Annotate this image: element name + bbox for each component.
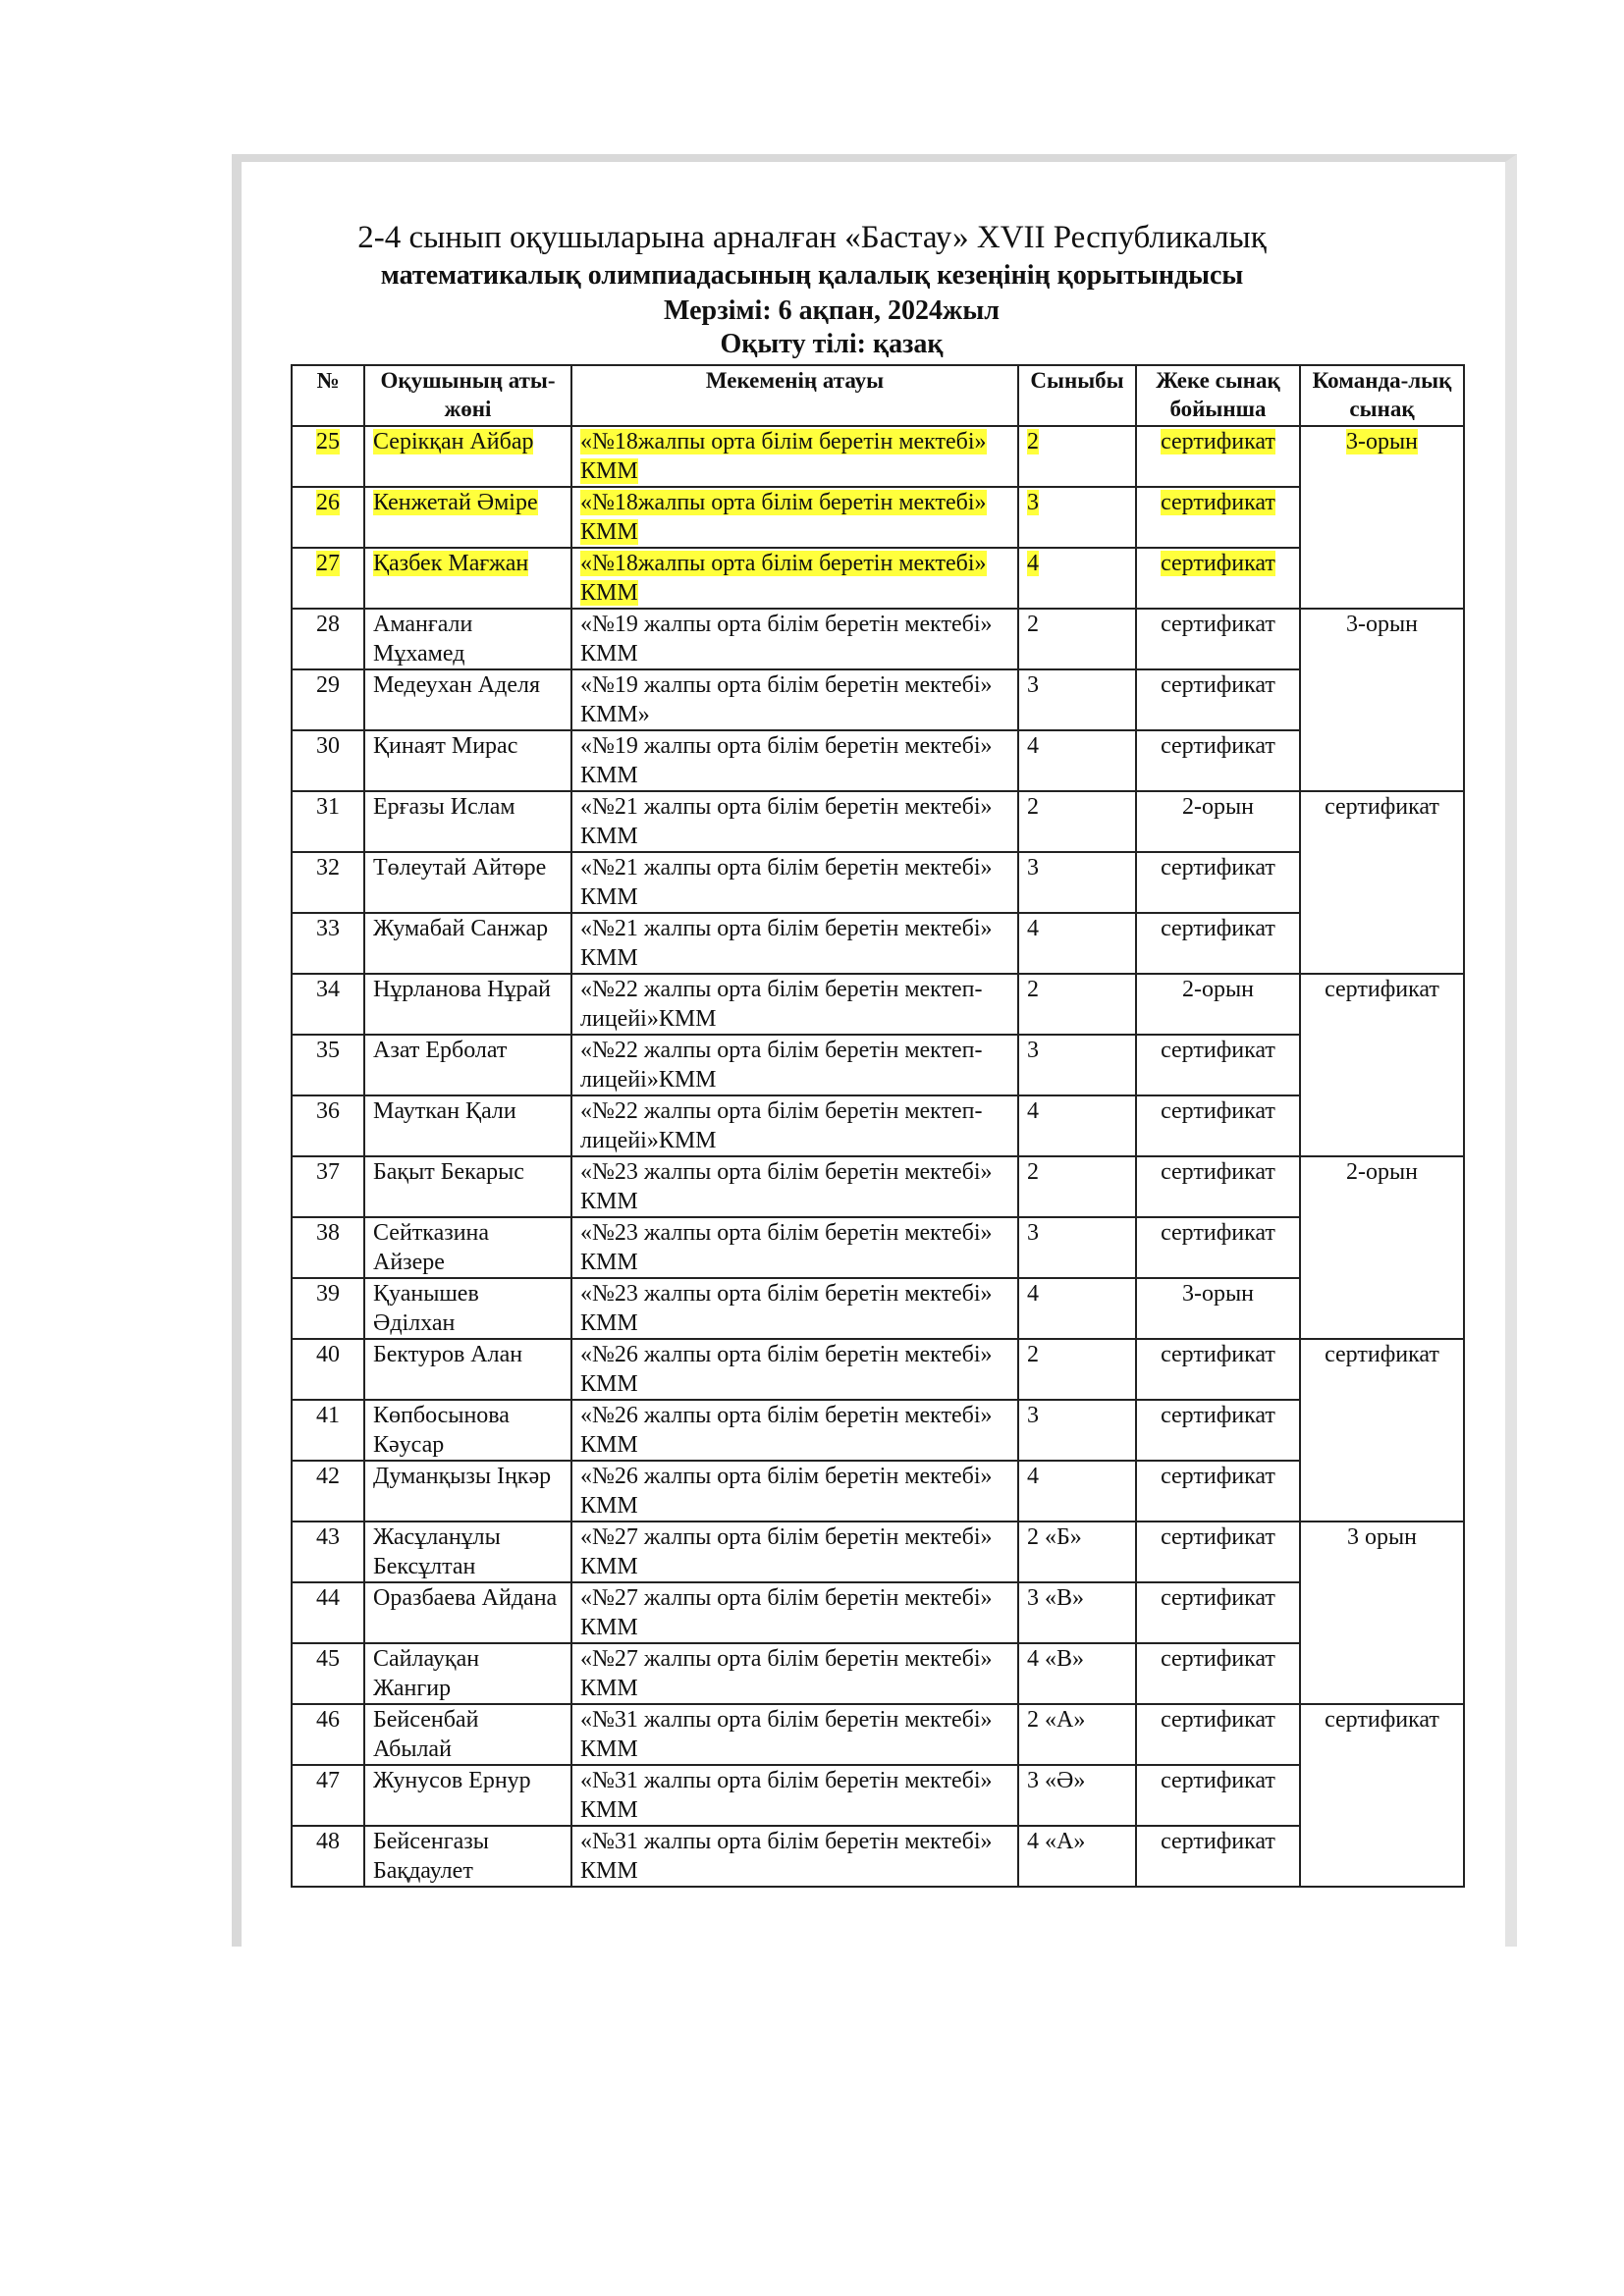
cell-num-text: 38 [316,1220,340,1246]
cell-individual [1136,487,1300,548]
cell-grade [1018,791,1136,852]
header-grade: Сыныбы [1018,365,1136,426]
cell-school [571,1643,1018,1704]
table-row [292,852,1464,913]
cell-grade [1018,1400,1136,1461]
cell-grade-text: 2 [1027,612,1039,637]
cell-team-text: сертификат [1325,977,1439,1002]
cell-school-text: «№18жалпы орта білім беретін мектебі» КММ [580,490,987,545]
cell-individual-text: сертификат [1161,1342,1275,1367]
cell-individual [1136,669,1300,730]
cell-school [571,730,1018,791]
cell-team-text: сертификат [1325,1342,1439,1367]
cell-num [292,609,364,669]
cell-name-text: Бейсенгазы Бақдаулет [373,1829,489,1884]
cell-grade [1018,1522,1136,1582]
cell-grade-text: 2 [1027,1342,1039,1367]
cell-individual [1136,1339,1300,1400]
cell-school [571,1826,1018,1887]
cell-name-text: Қуанышев Әділхан [373,1281,479,1336]
cell-school-text: «№23 жалпы орта білім беретін мектебі» КММ [580,1220,993,1275]
table-row [292,1704,1464,1765]
cell-num-text: 42 [316,1464,340,1489]
cell-grade [1018,1035,1136,1095]
cell-school [571,1765,1018,1826]
cell-team [1300,426,1464,609]
cell-school [571,548,1018,609]
cell-name [364,913,571,974]
cell-individual [1136,913,1300,974]
cell-grade-text: 4 «В» [1027,1646,1085,1672]
table-row [292,1461,1464,1522]
cell-team-text: 3 орын [1347,1524,1417,1550]
cell-school [571,1339,1018,1400]
cell-individual [1136,1765,1300,1826]
cell-individual [1136,1217,1300,1278]
table-header-row [292,365,1464,426]
cell-name [364,1522,571,1582]
cell-school-text: «№22 жалпы орта білім беретін мектеп-лицейі»КММ [580,1038,983,1093]
cell-num [292,1339,364,1400]
cell-school-text: «№21 жалпы орта білім беретін мектебі» КММ [580,916,993,971]
table-row [292,730,1464,791]
cell-grade-text: 3 [1027,1220,1039,1246]
cell-school [571,913,1018,974]
cell-school [571,609,1018,669]
cell-name [364,1156,571,1217]
cell-grade [1018,1095,1136,1156]
cell-num-text: 41 [316,1403,340,1428]
table-row [292,426,1464,487]
cell-grade [1018,548,1136,609]
cell-team-text: сертификат [1325,794,1439,820]
cell-school-text: «№21 жалпы орта білім беретін мектебі» КММ [580,794,993,849]
header-num: № [292,365,364,426]
cell-name [364,1461,571,1522]
cell-individual-text: сертификат [1161,1159,1275,1185]
cell-individual-text: сертификат [1161,855,1275,881]
cell-individual-text: сертификат [1161,1768,1275,1793]
cell-name [364,1582,571,1643]
cell-num [292,1704,364,1765]
header-school: Мекеменің атауы [571,365,1018,426]
cell-individual-text: сертификат [1161,1707,1275,1733]
cell-individual [1136,1522,1300,1582]
cell-school [571,852,1018,913]
cell-name-text: Бектуров Алан [373,1342,523,1367]
cell-individual [1136,1704,1300,1765]
cell-individual-text: сертификат [1161,1646,1275,1672]
cell-num [292,669,364,730]
cell-num-text: 46 [316,1707,340,1733]
cell-grade-text: 4 [1027,551,1039,576]
cell-grade-text: 3 [1027,1038,1039,1063]
cell-individual [1136,1156,1300,1217]
cell-school-text: «№19 жалпы орта білім беретін мектебі» КММ [580,733,993,788]
cell-num [292,1400,364,1461]
cell-school-text: «№26 жалпы орта білім беретін мектебі» КММ [580,1464,993,1519]
cell-individual-text: сертификат [1161,733,1275,759]
cell-individual-text: сертификат [1161,1464,1275,1489]
cell-school-text: «№26 жалпы орта білім беретін мектебі» КММ [580,1342,993,1397]
cell-grade-text: 4 [1027,733,1039,759]
cell-name-text: Жасұланұлы Бексұлтан [373,1524,501,1579]
cell-school-text: «№18жалпы орта білім беретін мектебі» КММ [580,551,987,606]
cell-individual-text: сертификат [1161,1829,1275,1854]
cell-num [292,1522,364,1582]
cell-individual-text: сертификат [1161,429,1275,454]
cell-team [1300,1156,1464,1339]
cell-name [364,548,571,609]
cell-individual [1136,426,1300,487]
table-row [292,1156,1464,1217]
cell-name-text: Бейсенбай Абылай [373,1707,479,1762]
cell-school [571,791,1018,852]
cell-name [364,1095,571,1156]
cell-num-text: 33 [316,916,340,941]
cell-grade-text: 2 [1027,1159,1039,1185]
cell-school-text: «№31 жалпы орта білім беретін мектебі» КММ [580,1829,993,1884]
cell-grade [1018,669,1136,730]
cell-school [571,669,1018,730]
cell-num-text: 48 [316,1829,340,1854]
cell-team-text: 3-орын [1346,429,1418,454]
cell-num [292,1826,364,1887]
cell-num [292,1582,364,1643]
table-row [292,609,1464,669]
cell-team [1300,974,1464,1156]
cell-grade [1018,609,1136,669]
cell-grade-text: 4 [1027,1464,1039,1489]
table-row [292,1582,1464,1643]
table-row [292,974,1464,1035]
cell-individual [1136,1400,1300,1461]
cell-grade [1018,1582,1136,1643]
cell-num [292,1278,364,1339]
cell-name-text: Жумабай Санжар [373,916,549,941]
cell-num [292,548,364,609]
table-row [292,487,1464,548]
cell-school-text: «№22 жалпы орта білім беретін мектеп-лицейі»КММ [580,977,983,1032]
language-line: Оқыту тілі: қазақ [720,329,944,359]
cell-num [292,1765,364,1826]
cell-individual [1136,1826,1300,1887]
cell-team [1300,1704,1464,1887]
cell-name-text: Кенжетай Әміре [373,490,538,515]
cell-grade-text: 4 [1027,916,1039,941]
cell-num [292,730,364,791]
cell-school [571,1095,1018,1156]
cell-name [364,791,571,852]
cell-grade [1018,1643,1136,1704]
cell-individual-text: сертификат [1161,1524,1275,1550]
cell-name-text: Ерғазы Ислам [373,794,515,820]
cell-team [1300,1339,1464,1522]
cell-name-text: Думанқызы Іңкәр [373,1464,552,1489]
cell-individual-text: сертификат [1161,916,1275,941]
cell-grade [1018,913,1136,974]
cell-grade [1018,1461,1136,1522]
cell-num [292,1156,364,1217]
cell-school-text: «№18жалпы орта білім беретін мектебі» КММ [580,429,987,484]
cell-individual-text: сертификат [1161,612,1275,637]
cell-num-text: 31 [316,794,340,820]
cell-num-text: 34 [316,977,340,1002]
cell-num-text: 39 [316,1281,340,1307]
cell-name-text: Серікқан Айбар [373,429,534,454]
header-individual: Жеке сынақ бойынша [1136,365,1300,426]
cell-school-text: «№19 жалпы орта білім беретін мектебі» КММ [580,612,993,667]
cell-num-text: 43 [316,1524,340,1550]
cell-grade-text: 2 «Б» [1027,1524,1082,1550]
cell-name-text: Нұрланова Нұрай [373,977,551,1002]
cell-team [1300,1522,1464,1704]
cell-grade-text: 4 [1027,1281,1039,1307]
cell-num [292,791,364,852]
cell-grade [1018,1217,1136,1278]
cell-individual-text: сертификат [1161,1220,1275,1246]
cell-team [1300,609,1464,791]
table-row [292,1826,1464,1887]
cell-num-text: 44 [316,1585,340,1611]
cell-name-text: Сейтказина Айзере [373,1220,490,1275]
cell-school [571,1156,1018,1217]
cell-individual [1136,852,1300,913]
table-row [292,1643,1464,1704]
cell-num-text: 35 [316,1038,340,1063]
cell-num [292,1035,364,1095]
cell-school-text: «№19 жалпы орта білім беретін мектебі» КММ» [580,672,993,727]
cell-school-text: «№27 жалпы орта білім беретін мектебі» КММ [580,1524,993,1579]
cell-name [364,669,571,730]
cell-school [571,426,1018,487]
table-row [292,1278,1464,1339]
cell-school-text: «№31 жалпы орта білім беретін мектебі» КММ [580,1768,993,1823]
cell-school-text: «№31 жалпы орта білім беретін мектебі» КММ [580,1707,993,1762]
cell-num [292,1643,364,1704]
cell-grade [1018,1156,1136,1217]
cell-school-text: «№26 жалпы орта білім беретін мектебі» КММ [580,1403,993,1458]
cell-num [292,487,364,548]
cell-name-text: Жунусов Ернур [373,1768,531,1793]
cell-grade [1018,1704,1136,1765]
cell-name [364,1400,571,1461]
cell-num-text: 25 [316,429,340,454]
cell-num [292,1461,364,1522]
cell-num-text: 40 [316,1342,340,1367]
cell-name-text: Қазбек Мағжан [373,551,529,576]
cell-school-text: «№23 жалпы орта білім беретін мектебі» КММ [580,1281,993,1336]
cell-name [364,609,571,669]
cell-individual-text: 2-орын [1182,977,1254,1002]
table-row [292,669,1464,730]
title-line-2: математикалық олимпиадасының қалалық кезеңінің қорытындысы [380,260,1244,291]
cell-individual [1136,1461,1300,1522]
cell-team [1300,791,1464,974]
header-team: Команда-лық сынақ [1300,365,1464,426]
table-row [292,1217,1464,1278]
cell-name-text: Қинаят Мирас [373,733,518,759]
cell-school [571,1461,1018,1522]
cell-num [292,974,364,1035]
cell-name [364,1765,571,1826]
cell-individual [1136,974,1300,1035]
cell-name-text: Сайлауқан Жангир [373,1646,480,1701]
cell-name-text: Медеухан Аделя [373,672,541,698]
cell-school [571,1400,1018,1461]
cell-num-text: 28 [316,612,340,637]
table-row [292,1339,1464,1400]
cell-school [571,1217,1018,1278]
cell-name-text: Бақыт Бекарыс [373,1159,524,1185]
cell-individual-text: сертификат [1161,1585,1275,1611]
title-line-1: 2-4 сынып оқушыларына арналған «Бастау» XVII Республикалық [357,220,1267,255]
cell-team-text: 3-орын [1346,612,1418,637]
cell-grade [1018,1278,1136,1339]
cell-individual [1136,1095,1300,1156]
cell-num-text: 45 [316,1646,340,1672]
table-row [292,1522,1464,1582]
cell-individual [1136,548,1300,609]
cell-school [571,1522,1018,1582]
cell-name [364,852,571,913]
cell-school-text: «№27 жалпы орта білім беретін мектебі» КММ [580,1646,993,1701]
cell-school-text: «№23 жалпы орта білім беретін мектебі» КММ [580,1159,993,1214]
date-line: Мерзімі: 6 ақпан, 2024жыл [664,295,1000,326]
cell-individual-text: 2-орын [1182,794,1254,820]
cell-name [364,1339,571,1400]
cell-num-text: 29 [316,672,340,698]
cell-grade [1018,1826,1136,1887]
cell-num-text: 37 [316,1159,340,1185]
cell-individual [1136,1035,1300,1095]
table-row [292,791,1464,852]
cell-school-text: «№27 жалпы орта білім беретін мектебі» КММ [580,1585,993,1640]
cell-grade-text: 3 [1027,1403,1039,1428]
cell-grade-text: 2 «А» [1027,1707,1086,1733]
cell-grade-text: 2 [1027,794,1039,820]
cell-school [571,1582,1018,1643]
cell-grade-text: 3 «Ә» [1027,1768,1086,1793]
cell-school [571,487,1018,548]
cell-individual [1136,1278,1300,1339]
cell-grade-text: 4 [1027,1098,1039,1124]
table-row [292,1035,1464,1095]
cell-individual-text: сертификат [1161,1038,1275,1063]
cell-num [292,913,364,974]
cell-individual [1136,791,1300,852]
cell-grade [1018,487,1136,548]
cell-school [571,1035,1018,1095]
cell-school [571,1278,1018,1339]
cell-num [292,1095,364,1156]
table-row [292,913,1464,974]
cell-num-text: 26 [316,490,340,515]
cell-name [364,974,571,1035]
table-row [292,1095,1464,1156]
cell-individual-text: сертификат [1161,490,1275,515]
cell-individual [1136,1582,1300,1643]
cell-name-text: Азат Ерболат [373,1038,508,1063]
cell-grade-text: 4 «А» [1027,1829,1086,1854]
cell-team-text: 2-орын [1346,1159,1418,1185]
cell-grade-text: 3 [1027,490,1039,515]
cell-num [292,852,364,913]
table-row [292,548,1464,609]
cell-num [292,426,364,487]
header-name: Оқушының аты-жөні [364,365,571,426]
cell-name-text: Төлеутай Айтөре [373,855,547,881]
cell-name [364,426,571,487]
cell-name [364,1035,571,1095]
cell-grade-text: 3 [1027,855,1039,881]
cell-grade [1018,426,1136,487]
cell-school [571,974,1018,1035]
cell-grade [1018,1765,1136,1826]
cell-name [364,1704,571,1765]
cell-grade-text: 2 [1027,429,1039,454]
cell-name [364,1643,571,1704]
cell-individual-text: 3-орын [1182,1281,1254,1307]
cell-num-text: 27 [316,551,340,576]
cell-num-text: 30 [316,733,340,759]
cell-name [364,1217,571,1278]
cell-individual [1136,730,1300,791]
cell-grade [1018,974,1136,1035]
cell-individual-text: сертификат [1161,672,1275,698]
cell-name [364,487,571,548]
cell-grade-text: 2 [1027,977,1039,1002]
cell-grade-text: 3 «В» [1027,1585,1085,1611]
cell-team-text: сертификат [1325,1707,1439,1733]
cell-school-text: «№22 жалпы орта білім беретін мектеп-лицейі»КММ [580,1098,983,1153]
cell-individual-text: сертификат [1161,1403,1275,1428]
results-table [291,364,1465,1888]
cell-individual [1136,1643,1300,1704]
cell-grade [1018,1339,1136,1400]
cell-name [364,1278,571,1339]
cell-name-text: Аманғали Мұхамед [373,612,473,667]
cell-num [292,1217,364,1278]
cell-individual-text: сертификат [1161,551,1275,576]
cell-individual [1136,609,1300,669]
cell-num-text: 32 [316,855,340,881]
cell-name-text: Мауткан Қали [373,1098,516,1124]
cell-name-text: Оразбаева Айдана [373,1585,558,1611]
cell-school-text: «№21 жалпы орта білім беретін мектебі» КММ [580,855,993,910]
cell-grade-text: 3 [1027,672,1039,698]
cell-grade [1018,730,1136,791]
cell-num-text: 47 [316,1768,340,1793]
cell-name-text: Көпбосынова Кәусар [373,1403,510,1458]
cell-grade [1018,852,1136,913]
cell-name [364,730,571,791]
cell-name [364,1826,571,1887]
cell-num-text: 36 [316,1098,340,1124]
cell-individual-text: сертификат [1161,1098,1275,1124]
cell-school [571,1704,1018,1765]
table-row [292,1400,1464,1461]
table-row [292,1765,1464,1826]
